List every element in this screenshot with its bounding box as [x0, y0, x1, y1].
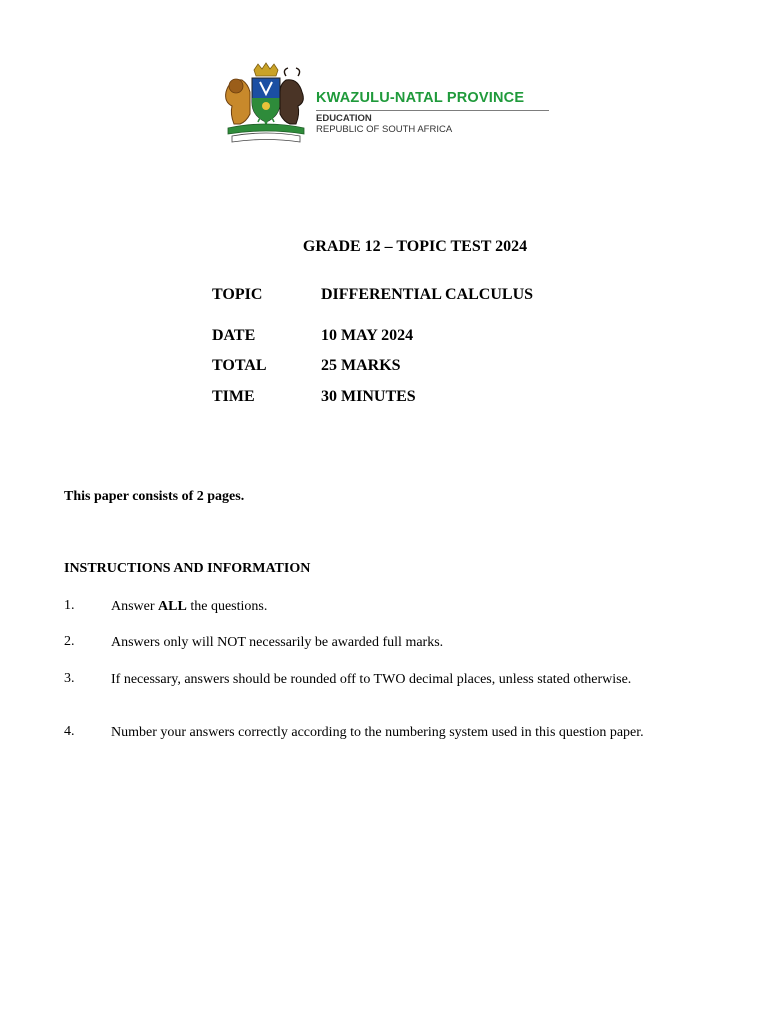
instruction-item [111, 598, 681, 615]
instruction-item: Number your answers correctly according to the numbering system used in this question paper. [111, 725, 644, 740]
date-value: 10 MAY 2024 [321, 327, 414, 344]
time-label: TIME [212, 388, 255, 405]
document-header [218, 62, 558, 148]
instruction-number: 2. [64, 634, 75, 649]
province-name: KWAZULU-NATAL PROVINCE [316, 90, 525, 106]
instruction-text-start: Answer [111, 599, 159, 614]
instruction-emphasis: ALL [158, 599, 187, 614]
total-label: TOTAL [212, 357, 267, 374]
instruction-text-end: the questions. [186, 599, 268, 614]
country-name: REPUBLIC OF SOUTH AFRICA [316, 124, 453, 135]
topic-label: TOPIC [212, 286, 263, 303]
instruction-number: 3. [64, 671, 75, 686]
instruction-number: 1. [64, 598, 75, 613]
page-count-note: This paper consists of 2 pages. [64, 489, 245, 504]
instruction-item: If necessary, answers should be rounded off to TWO decimal places, unless stated otherwise. [111, 672, 632, 687]
document-title: GRADE 12 – TOPIC TEST 2024 [302, 238, 528, 255]
instructions-heading: INSTRUCTIONS AND INFORMATION [64, 561, 311, 576]
coat-of-arms-logo [218, 62, 310, 146]
date-label: DATE [212, 327, 256, 344]
instruction-item: Answers only will NOT necessarily be awarded full marks. [111, 635, 444, 650]
department-name: EDUCATION [316, 113, 372, 124]
topic-value: DIFFERENTIAL CALCULUS [321, 286, 534, 303]
total-value: 25 MARKS [321, 357, 401, 374]
time-value: 30 MINUTES [321, 388, 416, 405]
instruction-number: 4. [64, 724, 75, 739]
header-divider [316, 110, 549, 111]
